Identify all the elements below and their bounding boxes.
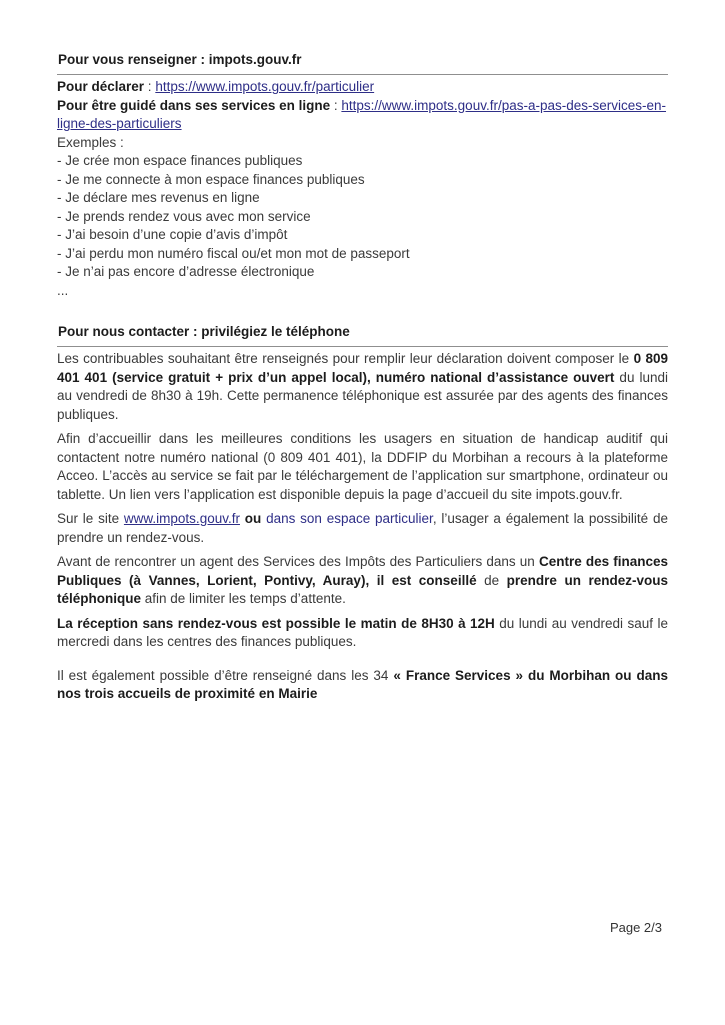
contact-paragraph-4 [57, 553, 668, 609]
impots-site-link[interactable]: www.impots.gouv.fr [123, 511, 240, 526]
espace-particulier-link[interactable]: dans son espace particulier [266, 511, 433, 526]
contact-paragraph-6 [57, 667, 668, 704]
text-segment: du lundi au vendredi de 8h30 à 19h. Cette permanence téléphonique est assurée par des agents des finances publiques. [57, 369, 669, 422]
contact-section-title: Pour nous contacter : privilégiez le téléphone [57, 323, 668, 347]
page-number: Page 2/3 [609, 920, 662, 935]
text-segment: de [476, 572, 507, 588]
examples-title: Exemples : [57, 134, 124, 150]
info-section [57, 51, 668, 300]
separator: : [330, 97, 342, 113]
text-segment: , l’usager a également la possibilité de prendre un rendez-vous. [57, 511, 668, 545]
example-item: - J’ai besoin d’une copie d’avis d’impôt [57, 227, 288, 242]
contact-paragraph-5 [57, 615, 668, 652]
example-item-ellipsis: ... [57, 282, 69, 298]
contact-paragraph-2: Afin d’accueillir dans les meilleures conditions les usagers en situation de handicap auditif qui contactent notre numéro national (0 809 401 401), la DDFIP du Morbihan a recours à la plateforme Acceo. L’accès au service se fait par le téléchargement de l’application sur smartphone, ordinateur ou tablette. Un lien vers l’application est disponible depuis la page d’accueil du site impots.gouv.fr. [57, 431, 668, 502]
declare-link[interactable]: https://www.impots.gouv.fr/particulier [155, 79, 375, 94]
contact-section [57, 323, 668, 704]
contact-paragraph-3 [57, 510, 668, 547]
example-item: - Je déclare mes revenus en ligne [57, 190, 260, 205]
bold-segment-centre: Centre des finances Publiques (à Vannes, Lorient, Pontivy, Auray), [57, 554, 669, 588]
text-segment: Les contribuables souhaitant être renseignés pour remplir leur déclaration doivent composer le [57, 351, 634, 366]
bold-segment-rendez-vous: prendre un rendez-vous téléphonique [57, 572, 668, 606]
contact-paragraph-1 [57, 350, 668, 424]
examples-list [57, 152, 668, 300]
example-item: - Je crée mon espace finances publiques [57, 153, 303, 168]
declare-label: Pour déclarer [57, 79, 145, 94]
example-item: - Je me connecte à mon espace finances publiques [57, 171, 365, 187]
document-page-content [57, 51, 668, 710]
text-segment: afin de limiter les temps d’attente. [141, 591, 346, 606]
text-segment: Sur le site [57, 511, 124, 526]
bold-segment-phone-number: 0 809 401 401 (service gratuit + prix d’un appel local), numéro national d’assistance ouvert [57, 351, 668, 385]
info-section-title: Pour vous renseigner : impots.gouv.fr [57, 51, 668, 75]
bold-segment-france-services: « France Services » du Morbihan ou dans nos trois accueils de proximité en Mairie [57, 667, 668, 701]
guide-line [57, 97, 668, 134]
text-segment: du lundi au vendredi sauf le mercredi dans les centres des finances publiques. [57, 615, 668, 649]
declare-line [57, 78, 668, 97]
guide-label: Pour être guidé dans ses services en ligne [57, 97, 331, 113]
bold-segment-conseille: il est conseillé [376, 572, 477, 588]
example-item: - Je prends rendez vous avec mon service [57, 208, 311, 224]
bold-segment-ou: ou [239, 511, 267, 526]
example-item: - Je n’ai pas encore d’adresse électronique [57, 264, 315, 279]
text-segment [369, 573, 377, 588]
guide-link[interactable]: https://www.impots.gouv.fr/pas-a-pas-des-services-en-ligne-des-particuliers [57, 97, 667, 131]
bold-segment-reception: La réception sans rendez-vous est possible le matin de 8H30 à 12H [57, 615, 495, 631]
example-item: - J’ai perdu mon numéro fiscal ou/et mon mot de passeport [57, 245, 410, 261]
text-segment: Avant de rencontrer un agent des Services des Impôts des Particuliers dans un [57, 554, 539, 569]
separator: : [144, 79, 156, 94]
text-segment: Il est également possible d’être renseigné dans les 34 [57, 667, 394, 683]
